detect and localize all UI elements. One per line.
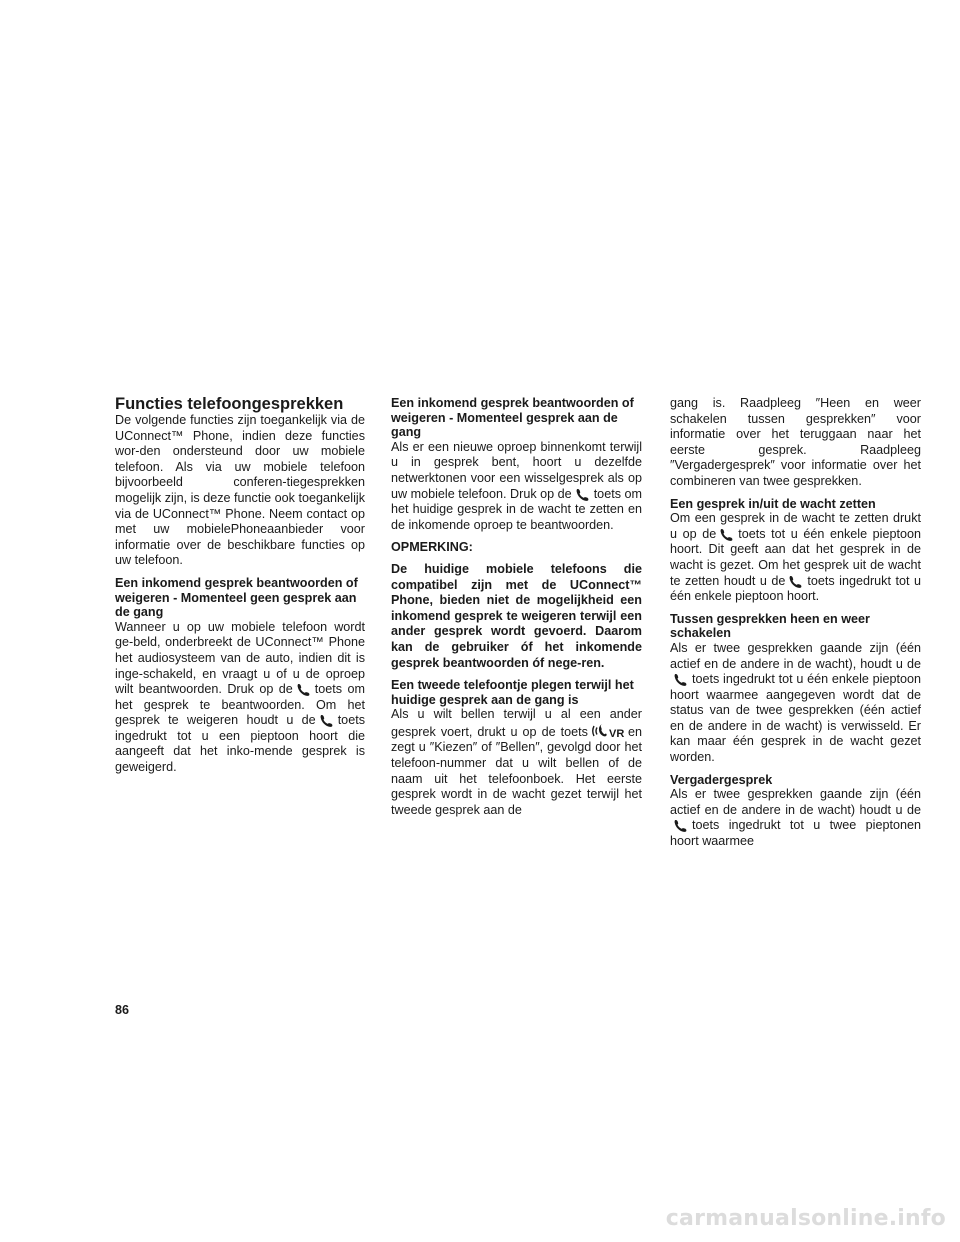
text-run: toets tot u één enkele pieptoon hoort. Dit geeft aan dat het gesprek in de wacht is gezet. Om het gesprek uit de wacht te zetten houdt u de bbox=[670, 526, 921, 588]
text-run: toets ingedrukt tot u een pieptoon hoort die aangeeft dat het inko-mende gesprek is geweigerd. bbox=[115, 713, 365, 775]
paragraph-conference bbox=[670, 787, 921, 849]
intro-paragraph: De volgende functies zijn toegankelijk via de UConnect™ Phone, indien deze functies wor-den ondersteund door uw mobiele telefoon. Als via uw mobiele telefoon bijvoorbeeld conferen-tiegesprekken mogelijk zijn, is deze functie ook toegankelijk via de UConnect™ Phone. Neem contact op met uw mobielePhoneaanbieder voor informatie over de beschikbare functies op uw telefoon. bbox=[115, 413, 365, 568]
column-left bbox=[115, 396, 365, 776]
heading-answer-during-call: Een inkomend gesprek beantwoorden of weigeren - Momenteel gesprek aan de gang bbox=[391, 396, 634, 440]
text-run: toets ingedrukt tot u één enkele pieptoon hoort. bbox=[670, 573, 921, 604]
text-run: Als er twee gesprekken gaande zijn (één actief en de andere in de wacht) houdt u de bbox=[670, 787, 921, 817]
text-run: toets om het gesprek te beantwoorden. Om het gesprek te weigeren houdt u de bbox=[115, 682, 365, 728]
note-body: De huidige mobiele telefoons die compatibel zijn met de UConnect™ Phone, bieden niet de mogelijkheid een inkomend gesprek te weigeren terwijl een ander gesprek wordt gevoerd. Daarom kan de gebruiker óf het inkomende gesprek beantwoorden óf nege-ren. bbox=[391, 561, 642, 670]
column-right bbox=[670, 396, 921, 850]
text-run: Om een gesprek in de wacht te zetten drukt u op de bbox=[670, 511, 921, 541]
heading-hold: Een gesprek in/uit de wacht zetten bbox=[670, 496, 876, 511]
paragraph-hold bbox=[670, 511, 921, 605]
text-run: toets om het huidige gesprek in de wacht te zetten en de inkomende oproep te beantwoorden. bbox=[391, 486, 642, 532]
text-run: Als er twee gesprekken gaande zijn (één actief en de andere in de wacht), houdt u de bbox=[670, 640, 921, 671]
text-run: toets ingedrukt tot u één enkele pieptoon hoort waarmee aangegeven wordt dat de status van de twee gesprekken (één actief en de andere in de wacht) is verwisseld. Er kan maar één gesprek in de wacht gezet worden. bbox=[670, 672, 921, 765]
phone-handset-icon bbox=[673, 819, 689, 832]
heading-toggle: Tussen gesprekken heen en weer schakelen bbox=[670, 611, 870, 641]
phone-handset-icon bbox=[319, 714, 335, 727]
text-run: Wanneer u op uw mobiele telefoon wordt ge-beld, onderbreekt de UConnect™ Phone het audiosysteem van de auto, indien dit is inge-schakeld, en vraagt u of u de oproep wilt beantwoorden. Druk op de bbox=[115, 619, 365, 697]
paragraph-toggle bbox=[670, 641, 921, 766]
column-middle bbox=[391, 396, 642, 818]
text-run: en zegt u ″Kiezen″ of ″Bellen″, gevolgd door het telefoon-nummer dat u wilt bellen of de naam uit het telefoonboek. Het eerste gesprek wordt in de wacht gezet terwijl het tweede gesprek aan de bbox=[391, 724, 642, 817]
watermark: carmanualsonline.info bbox=[665, 1206, 946, 1231]
note-label: OPMERKING: bbox=[391, 540, 473, 555]
text-run: toets ingedrukt tot u twee pieptonen hoort waarmee bbox=[670, 818, 921, 849]
page-number: 86 bbox=[115, 1003, 130, 1017]
heading-answer-no-call: Een inkomend gesprek beantwoorden of weigeren - Momenteel geen gesprek aan de gang bbox=[115, 575, 358, 620]
vr-label: VR bbox=[608, 727, 625, 739]
heading-second-call: Een tweede telefoontje plegen terwijl het huidige gesprek aan de gang is bbox=[391, 678, 634, 707]
section-title: Functies telefoongesprekken bbox=[115, 395, 344, 413]
voice-recognition-icon bbox=[591, 723, 625, 739]
phone-handset-icon bbox=[575, 488, 591, 501]
phone-handset-icon bbox=[673, 673, 689, 686]
text-run: Als u wilt bellen terwijl u al een ander gesprek voert, drukt u op de toets bbox=[391, 707, 642, 739]
phone-handset-icon bbox=[296, 683, 312, 696]
phone-handset-icon bbox=[788, 575, 804, 588]
paragraph-continued: gang is. Raadpleeg ″Heen en weer schakelen tussen gesprekken″ voor informatie over het teruggaan naar het eerste gesprek. Raadpleeg ″Vergadergesprek″ voor informatie over het combineren van twee gesprekken. bbox=[670, 396, 921, 488]
text-run: Als er een nieuwe oproep binnenkomt terwijl u in gesprek bent, hoort u dezelfde netwerktonen voor een wisselgesprek als op uw mobiele telefoon. Druk op de bbox=[391, 439, 642, 501]
phone-handset-icon bbox=[719, 528, 735, 541]
paragraph-answer-during-call bbox=[391, 440, 642, 534]
paragraph-second-call bbox=[391, 707, 642, 818]
paragraph-answer-no-call bbox=[115, 620, 365, 776]
heading-conference: Vergadergesprek bbox=[670, 772, 773, 787]
